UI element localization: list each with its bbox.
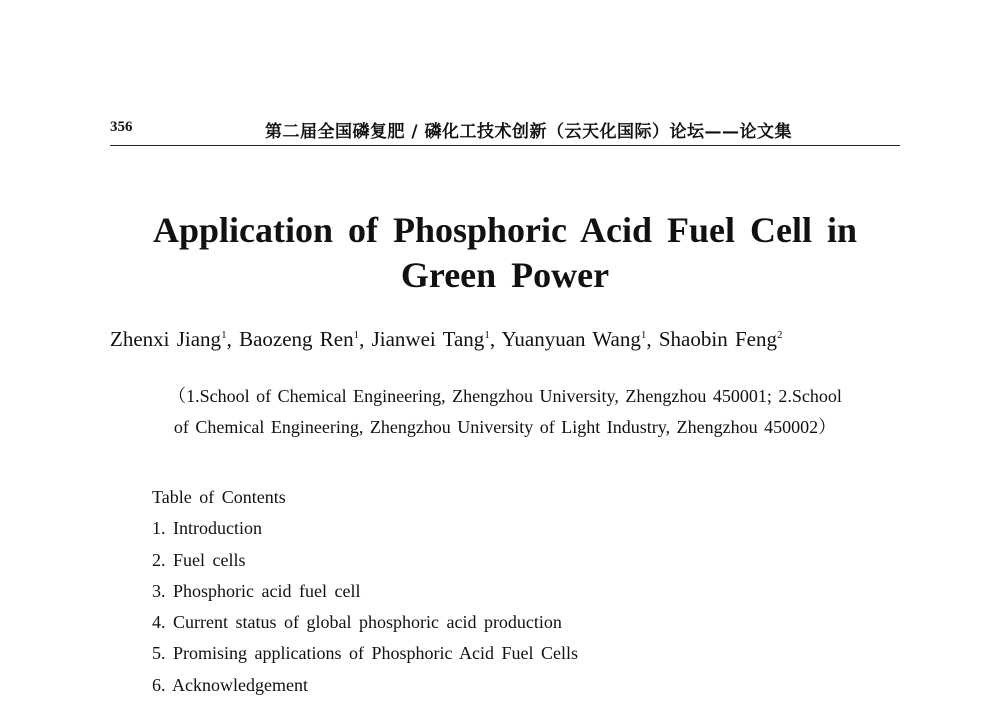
author-affiliation-mark: 2 [776,329,783,341]
toc-item: 6. Acknowledgement [152,674,308,695]
affiliation-line-1: （1.School of Chemical Engineering, Zhengzhou University, Zhengzhou 450001; 2.School [168,386,842,406]
author-name: Jianwei Tang [371,327,485,351]
author-separator: , [226,327,240,351]
author-separator: , [489,327,502,351]
author-affiliation-mark: 1 [484,329,490,341]
toc-item: 1. Introduction [152,518,262,539]
running-header: 第二届全国磷复肥 / 磷化工技术创新（云天化国际）论坛——论文集 [265,122,793,142]
page-number: 356 [110,119,133,135]
toc-item: 3. Phosphoric acid fuel cell [152,580,361,601]
title-line-1: Application of Phosphoric Acid Fuel Cell in [152,210,858,250]
affiliation-line-2: of Chemical Engineering, Zhengzhou University of Light Industry, Zhengzhou 450002） [173,417,837,437]
toc-item: 5. Promising applications of Phosphoric Acid Fuel Cells [152,643,578,664]
toc-item: 2. Fuel cells [152,549,246,570]
author-affiliation-mark: 1 [640,329,647,341]
author-separator: , [359,327,372,351]
affiliation-block [100,381,910,443]
author-affiliation-mark: 1 [221,329,227,341]
toc-item: 4. Current status of global phosphoric acid production [152,612,562,633]
author-list [110,327,910,352]
author-separator: , [646,327,659,351]
title-line-2: Green Power [400,255,610,295]
author-name: Baozeng Ren [239,327,354,351]
paper-title [100,208,910,298]
author-name: Yuanyuan Wang [501,327,641,351]
table-of-contents [152,482,578,701]
toc-heading: Table of Contents [152,487,286,507]
header-rule [110,145,900,146]
author-affiliation-mark: 1 [353,329,360,341]
author-name: Shaobin Feng [658,327,777,351]
author-name: Zhenxi Jiang [110,327,222,351]
